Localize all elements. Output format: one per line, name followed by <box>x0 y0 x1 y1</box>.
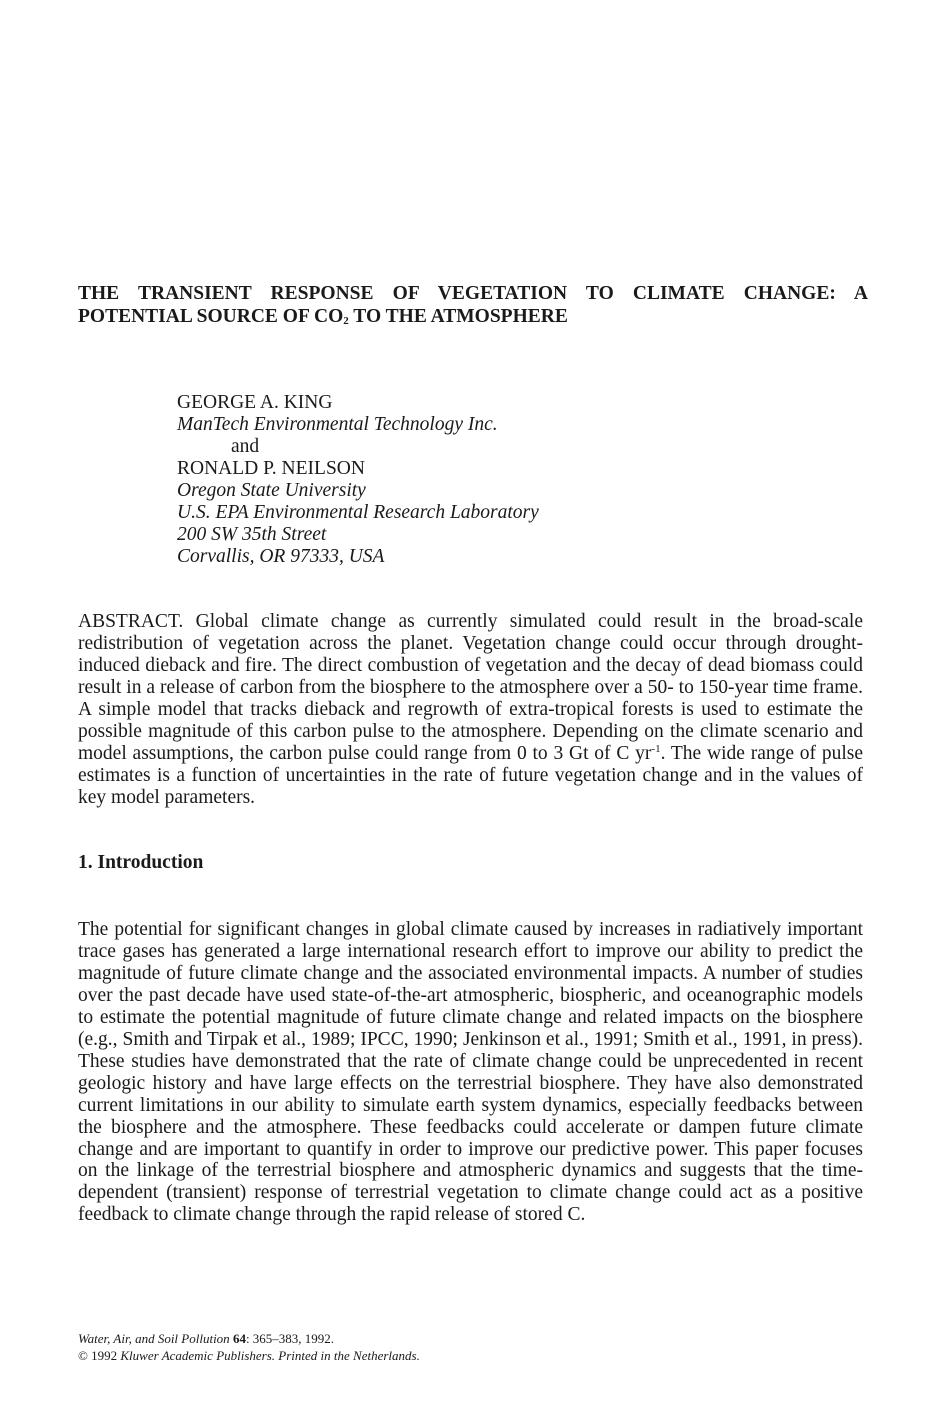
journal-volume: 64 <box>232 1331 246 1346</box>
paper-title <box>78 282 868 328</box>
title-subscript: 2 <box>343 315 349 327</box>
abstract-text-post: . The wide range of pulse estimates is a function of uncertainties in the rate of future vegetation change and in the values of key model parameters. <box>78 743 864 808</box>
journal-footer <box>78 1330 678 1364</box>
author-affiliation-2-line-3: 200 SW 35th Street <box>177 524 327 545</box>
author-block <box>177 392 677 568</box>
title-line-2-pre: POTENTIAL SOURCE OF CO <box>78 306 344 327</box>
title-line-2-post: TO THE ATMOSPHERE <box>348 306 568 327</box>
abstract-superscript: -1 <box>651 743 661 755</box>
copyright-line <box>78 1347 678 1364</box>
author-affiliation-2-line-2: U.S. EPA Environmental Research Laboratory <box>177 502 539 523</box>
author-affiliation-2-line-1: Oregon State University <box>177 480 366 501</box>
author-affiliation-1: ManTech Environmental Technology Inc. <box>177 414 498 435</box>
author-name-1: GEORGE A. KING <box>177 392 333 413</box>
title-line-1: THE TRANSIENT RESPONSE OF VEGETATION TO CLIMATE CHANGE: A <box>78 283 868 304</box>
journal-name: Water, Air, and Soil Pollution <box>78 1331 230 1346</box>
copyright-year: © 1992 <box>78 1348 118 1363</box>
introduction-paragraph: The potential for significant changes in global climate caused by increases in radiatively important trace gases has generated a large international research effort to improve our ability to predict the magnitude of future climate change and the associated environmental impacts. A number of studies over the past decade have used state-of-the-art atmospheric, biospheric, and oceanographic models to estimate the potential magnitude of future climate change and related impacts on the biosphere (e.g., Smith and Tirpak et al., 1989; IPCC, 1990; Jenkinson et al., 1991; Smith et al., 1991, in press). These studies have demonstrated that the rate of climate change could be unprecedented in recent geologic history and have large effects on the terrestrial biosphere. They have also demonstrated current limitations in our ability to simulate earth system dynamics, especially feedbacks between the biosphere and the atmosphere. These feedbacks could accelerate or dampen future climate change and are important to quantify in order to improve our predictive power. This paper focuses on the linkage of the terrestrial biosphere and atmospheric dynamics and suggests that the time-dependent (transient) response of terrestrial vegetation to climate change could act as a positive feedback to climate change through the rapid release of stored C. <box>78 919 863 1226</box>
introduction-heading: 1. Introduction <box>78 852 204 873</box>
title-line-2 <box>78 305 868 328</box>
author-conjunction: and <box>231 436 260 457</box>
abstract-text-pre: ABSTRACT. Global climate change as currently simulated could result in the broad-scale redistribution of vegetation across the planet. Vegetation change could occur through drought-induced dieback and fire. The direct combustion of vegetation and the decay of dead biomass could result in a release of carbon from the biosphere to the atmosphere over a 50- to 150-year time frame. A simple model that tracks dieback and regrowth of extra-tropical forests is used to estimate the possible magnitude of this carbon pulse to the atmosphere. Depending on the climate scenario and model assumptions, the carbon pulse could range from 0 to 3 Gt of C yr <box>78 611 863 764</box>
author-affiliation-2-line-4: Corvallis, OR 97333, USA <box>177 546 385 567</box>
journal-pages: : 365–383, 1992. <box>245 1331 335 1346</box>
citation-line <box>78 1330 678 1347</box>
author-name-2: RONALD P. NEILSON <box>177 458 365 479</box>
abstract-paragraph <box>78 611 863 809</box>
publisher-name: Kluwer Academic Publishers. Printed in the Netherlands. <box>120 1348 420 1363</box>
